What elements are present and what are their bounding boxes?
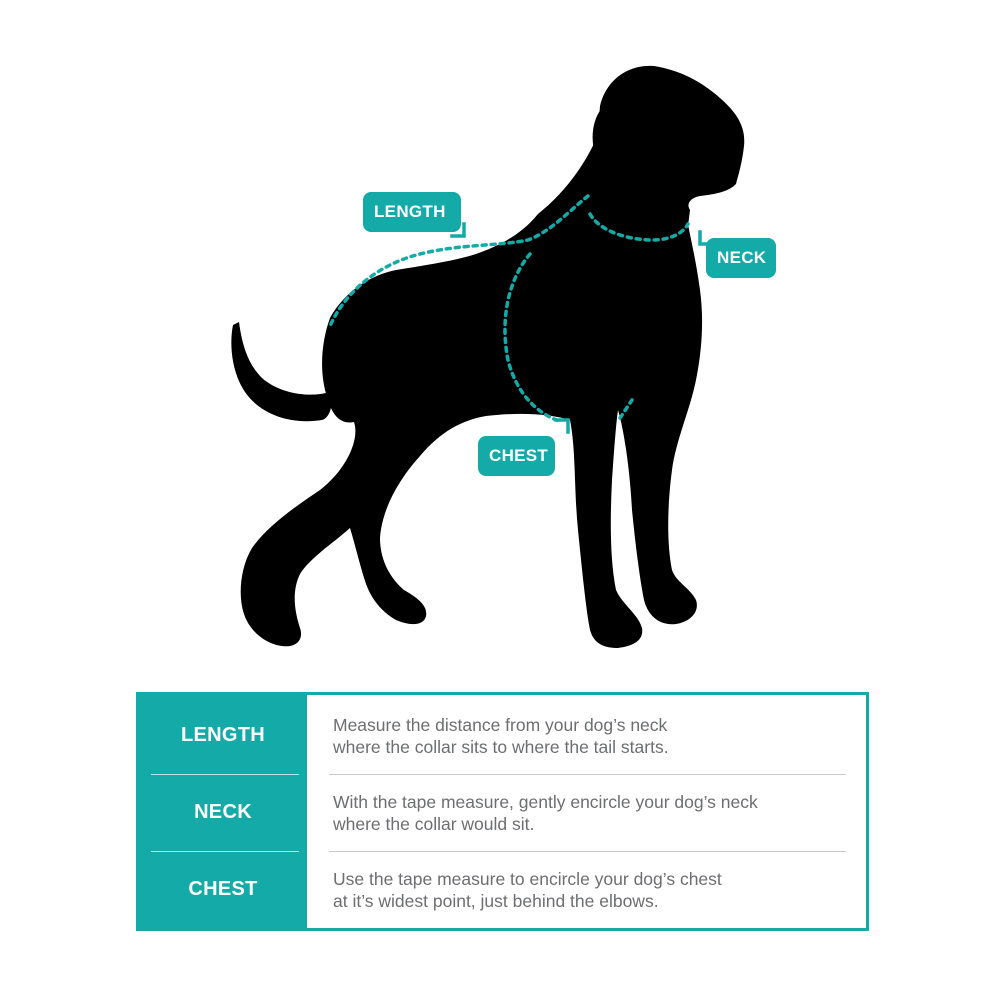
body-shape xyxy=(241,130,702,648)
row-description-chest xyxy=(333,851,853,928)
row-description-neck xyxy=(333,774,853,851)
table-row-chest xyxy=(139,851,866,928)
row-label-length: LENGTH xyxy=(180,724,266,746)
description-line: at it’s widest point, just behind the elbows. xyxy=(333,890,659,911)
description-line: With the tape measure, gently encircle your dog’s neck xyxy=(333,791,758,812)
callout-length: LENGTH xyxy=(363,192,461,232)
row-label-neck: NECK xyxy=(194,801,252,823)
description-line: Measure the distance from your dog’s neck xyxy=(333,714,668,735)
description-line: where the collar would sit. xyxy=(333,813,535,834)
description-line: where the collar sits to where the tail starts. xyxy=(333,736,669,757)
dog-silhouette-icon xyxy=(231,66,744,648)
row-description-length xyxy=(333,697,853,774)
tail-shape xyxy=(231,322,331,421)
table-row-neck xyxy=(139,774,866,851)
measurement-table xyxy=(136,692,869,931)
callout-neck: NECK xyxy=(706,238,776,278)
callout-chest: CHEST xyxy=(478,436,555,476)
table-row-length xyxy=(139,697,866,774)
row-label-chest: CHEST xyxy=(188,878,258,900)
description-line: Use the tape measure to encircle your dog’s chest xyxy=(333,868,722,889)
